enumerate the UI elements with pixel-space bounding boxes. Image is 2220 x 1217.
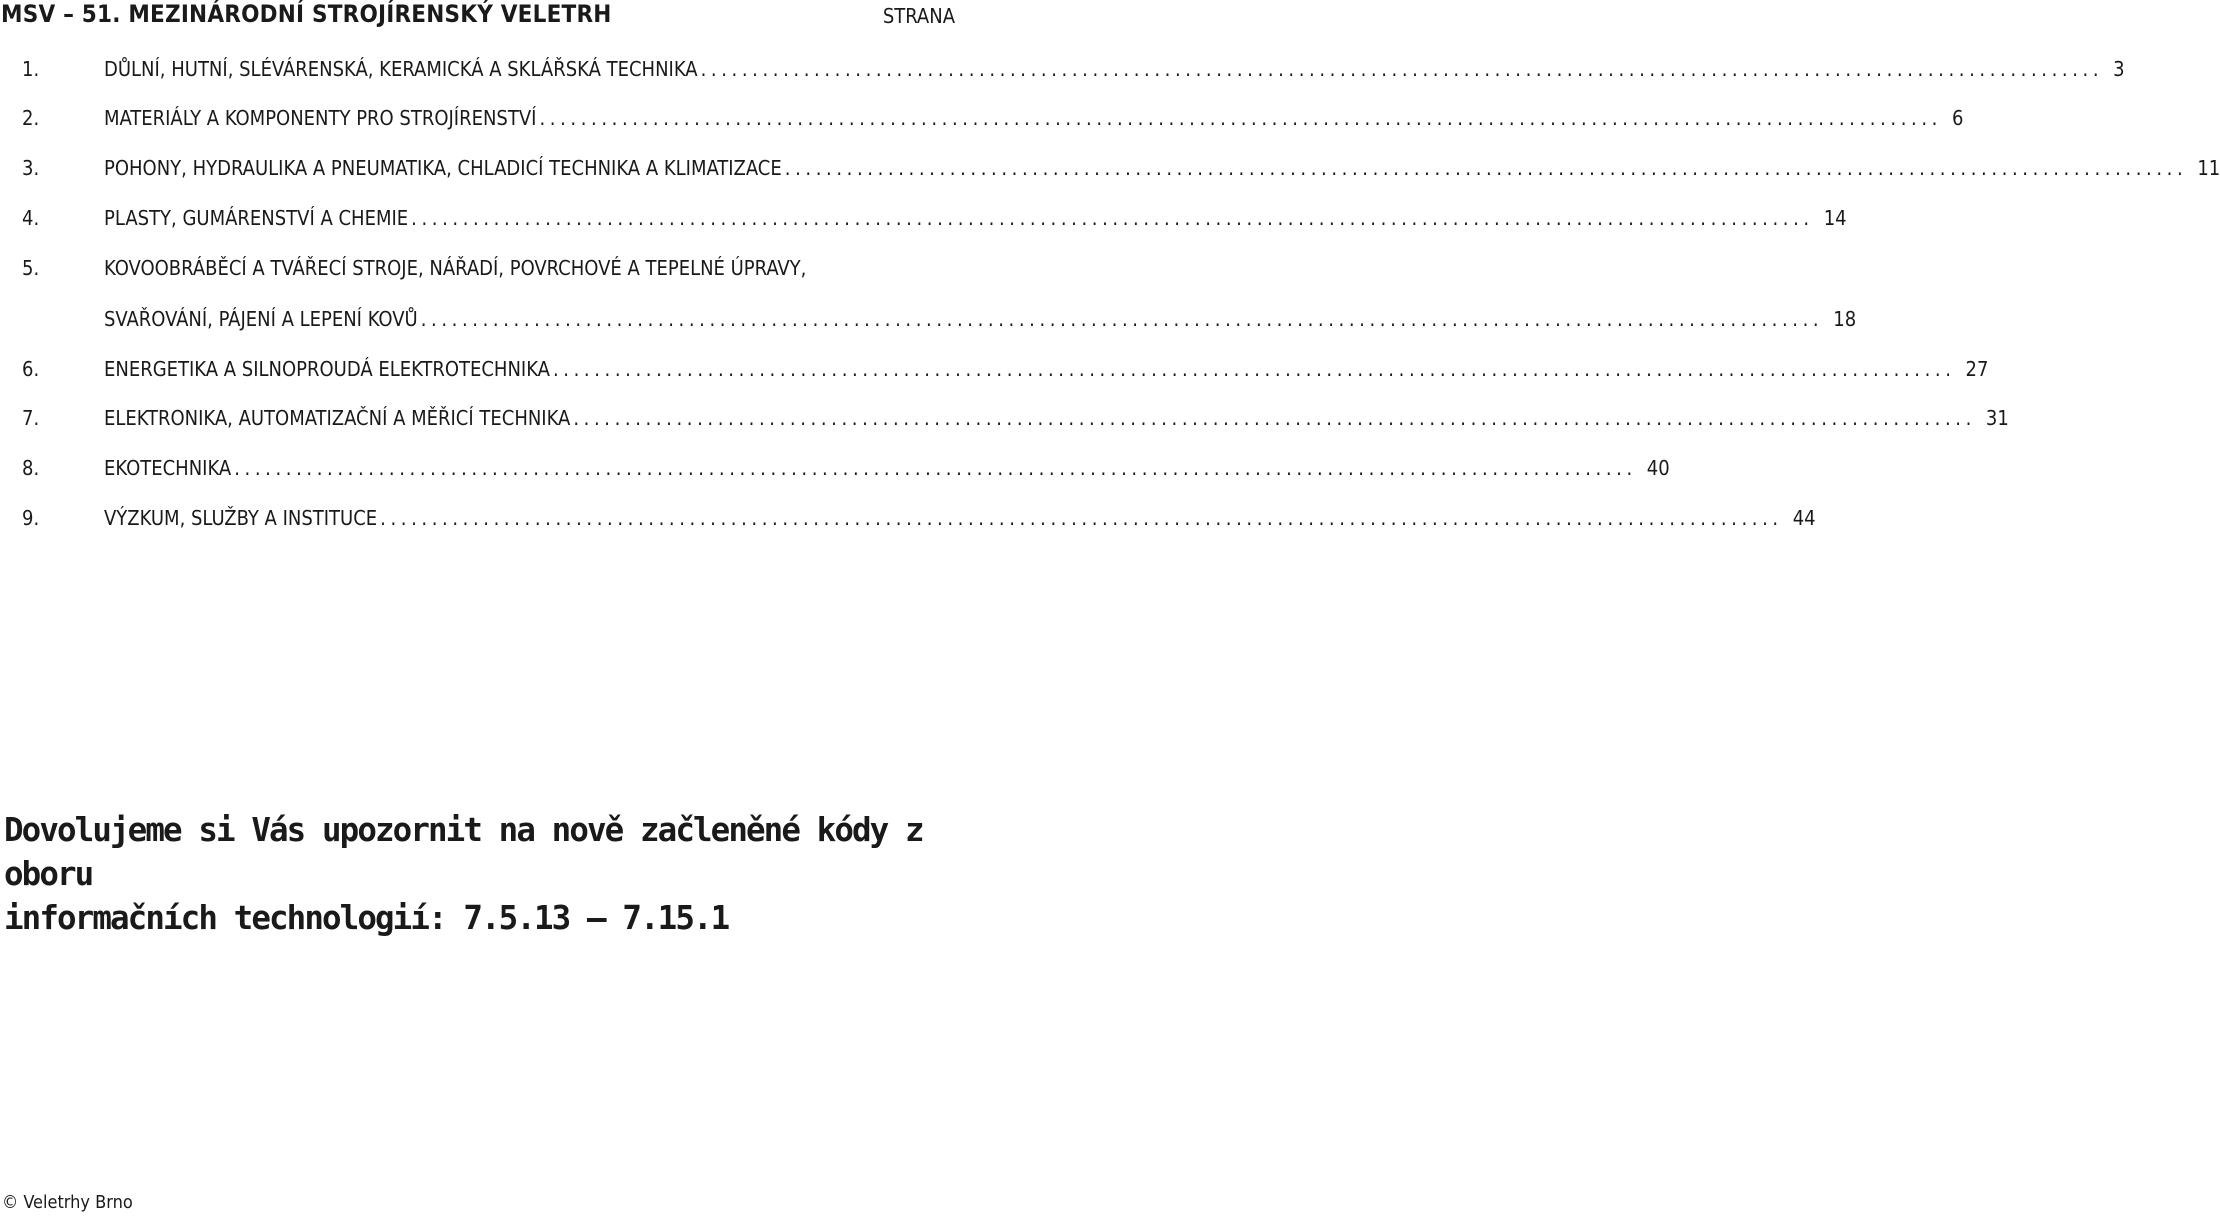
toc-row[interactable] xyxy=(0,253,960,283)
page-header xyxy=(0,0,960,36)
toc-number: 6. xyxy=(22,357,40,381)
toc-label: VÝZKUM, SLUŽBY A INSTITUCE xyxy=(104,506,378,530)
toc-number: 7. xyxy=(22,406,40,430)
toc-row-continuation[interactable] xyxy=(0,304,1857,334)
toc-number: 8. xyxy=(22,456,40,480)
toc-label-continuation: SVAŘOVÁNÍ, PÁJENÍ A LEPENÍ KOVŮ xyxy=(104,307,418,331)
copyright-footer: © Veletrhy Brno xyxy=(2,1192,133,1213)
toc-label: PLASTY, GUMÁRENSTVÍ A CHEMIE xyxy=(104,206,409,230)
toc-row[interactable] xyxy=(0,54,2125,84)
dot-leader: ........................................................................................................................................ xyxy=(539,106,1942,130)
toc-label: KOVOOBRÁBĚCÍ A TVÁŘECÍ STROJE, NÁŘADÍ, POVRCHOVÉ A TEPELNÉ ÚPRAVY, xyxy=(104,256,807,280)
toc-row[interactable] xyxy=(0,354,1989,384)
toc-page-number: 40 xyxy=(1646,456,1670,480)
toc-label: MATERIÁLY A KOMPONENTY PRO STROJÍRENSTVÍ xyxy=(104,106,537,130)
toc-row[interactable] xyxy=(0,453,1670,483)
dot-leader: ........................................................................................................................................ xyxy=(411,206,1814,230)
toc-page-number: 14 xyxy=(1823,206,1847,230)
toc-page-number: 18 xyxy=(1833,307,1857,331)
toc-label: POHONY, HYDRAULIKA A PNEUMATIKA, CHLADICÍ TECHNIKA A KLIMATIZACE xyxy=(104,156,782,180)
dot-leader: ........................................................................................................................................ xyxy=(784,156,2188,180)
toc-label: ELEKTRONIKA, AUTOMATIZAČNÍ A MĚŘICÍ TECHNIKA xyxy=(104,406,571,430)
toc-page-number: 11 xyxy=(2197,156,2220,180)
toc-page-number: 27 xyxy=(1965,357,1989,381)
toc-page-number: 3 xyxy=(2113,57,2125,81)
toc-number: 1. xyxy=(22,57,40,81)
dot-leader: ........................................................................................................................................ xyxy=(552,357,1956,381)
toc-page-number: 31 xyxy=(1985,406,2009,430)
toc-label: DŮLNÍ, HUTNÍ, SLÉVÁRENSKÁ, KERAMICKÁ A SKLÁŘSKÁ TECHNIKA xyxy=(104,57,698,81)
dot-leader: ........................................................................................................................................ xyxy=(700,57,2104,81)
toc-label: EKOTECHNIKA xyxy=(104,456,232,480)
notice-paragraph xyxy=(4,808,956,940)
toc-page-number: 44 xyxy=(1792,506,1816,530)
toc-page-number: 6 xyxy=(1952,106,1964,130)
toc-number: 4. xyxy=(22,206,40,230)
toc-label: ENERGETIKA A SILNOPROUDÁ ELEKTROTECHNIKA xyxy=(104,357,550,381)
notice-line-2: informačních technologií: 7.5.13 – 7.15.1 xyxy=(4,899,729,937)
toc-row[interactable] xyxy=(0,503,1816,533)
dot-leader: ........................................................................................................................................ xyxy=(420,307,1824,331)
toc-number: 2. xyxy=(22,106,40,130)
toc-row[interactable] xyxy=(0,203,1847,233)
column-heading-strana: STRANA xyxy=(882,4,955,28)
toc-number: 5. xyxy=(22,256,40,280)
toc-row[interactable] xyxy=(0,403,2009,433)
dot-leader: ........................................................................................................................................ xyxy=(573,406,1976,430)
toc-row[interactable] xyxy=(0,103,1964,133)
page-title: MSV – 51. MEZINÁRODNÍ STROJÍRENSKÝ VELETRH xyxy=(1,0,612,28)
toc-number: 9. xyxy=(22,506,40,530)
notice-line-1: Dovolujeme si Vás upozornit na nově začleněné kódy z oboru xyxy=(4,811,923,893)
toc-row[interactable] xyxy=(0,153,2220,183)
dot-leader: ........................................................................................................................................ xyxy=(380,506,1783,530)
dot-leader: ........................................................................................................................................ xyxy=(234,456,1637,480)
toc-number: 3. xyxy=(22,156,40,180)
